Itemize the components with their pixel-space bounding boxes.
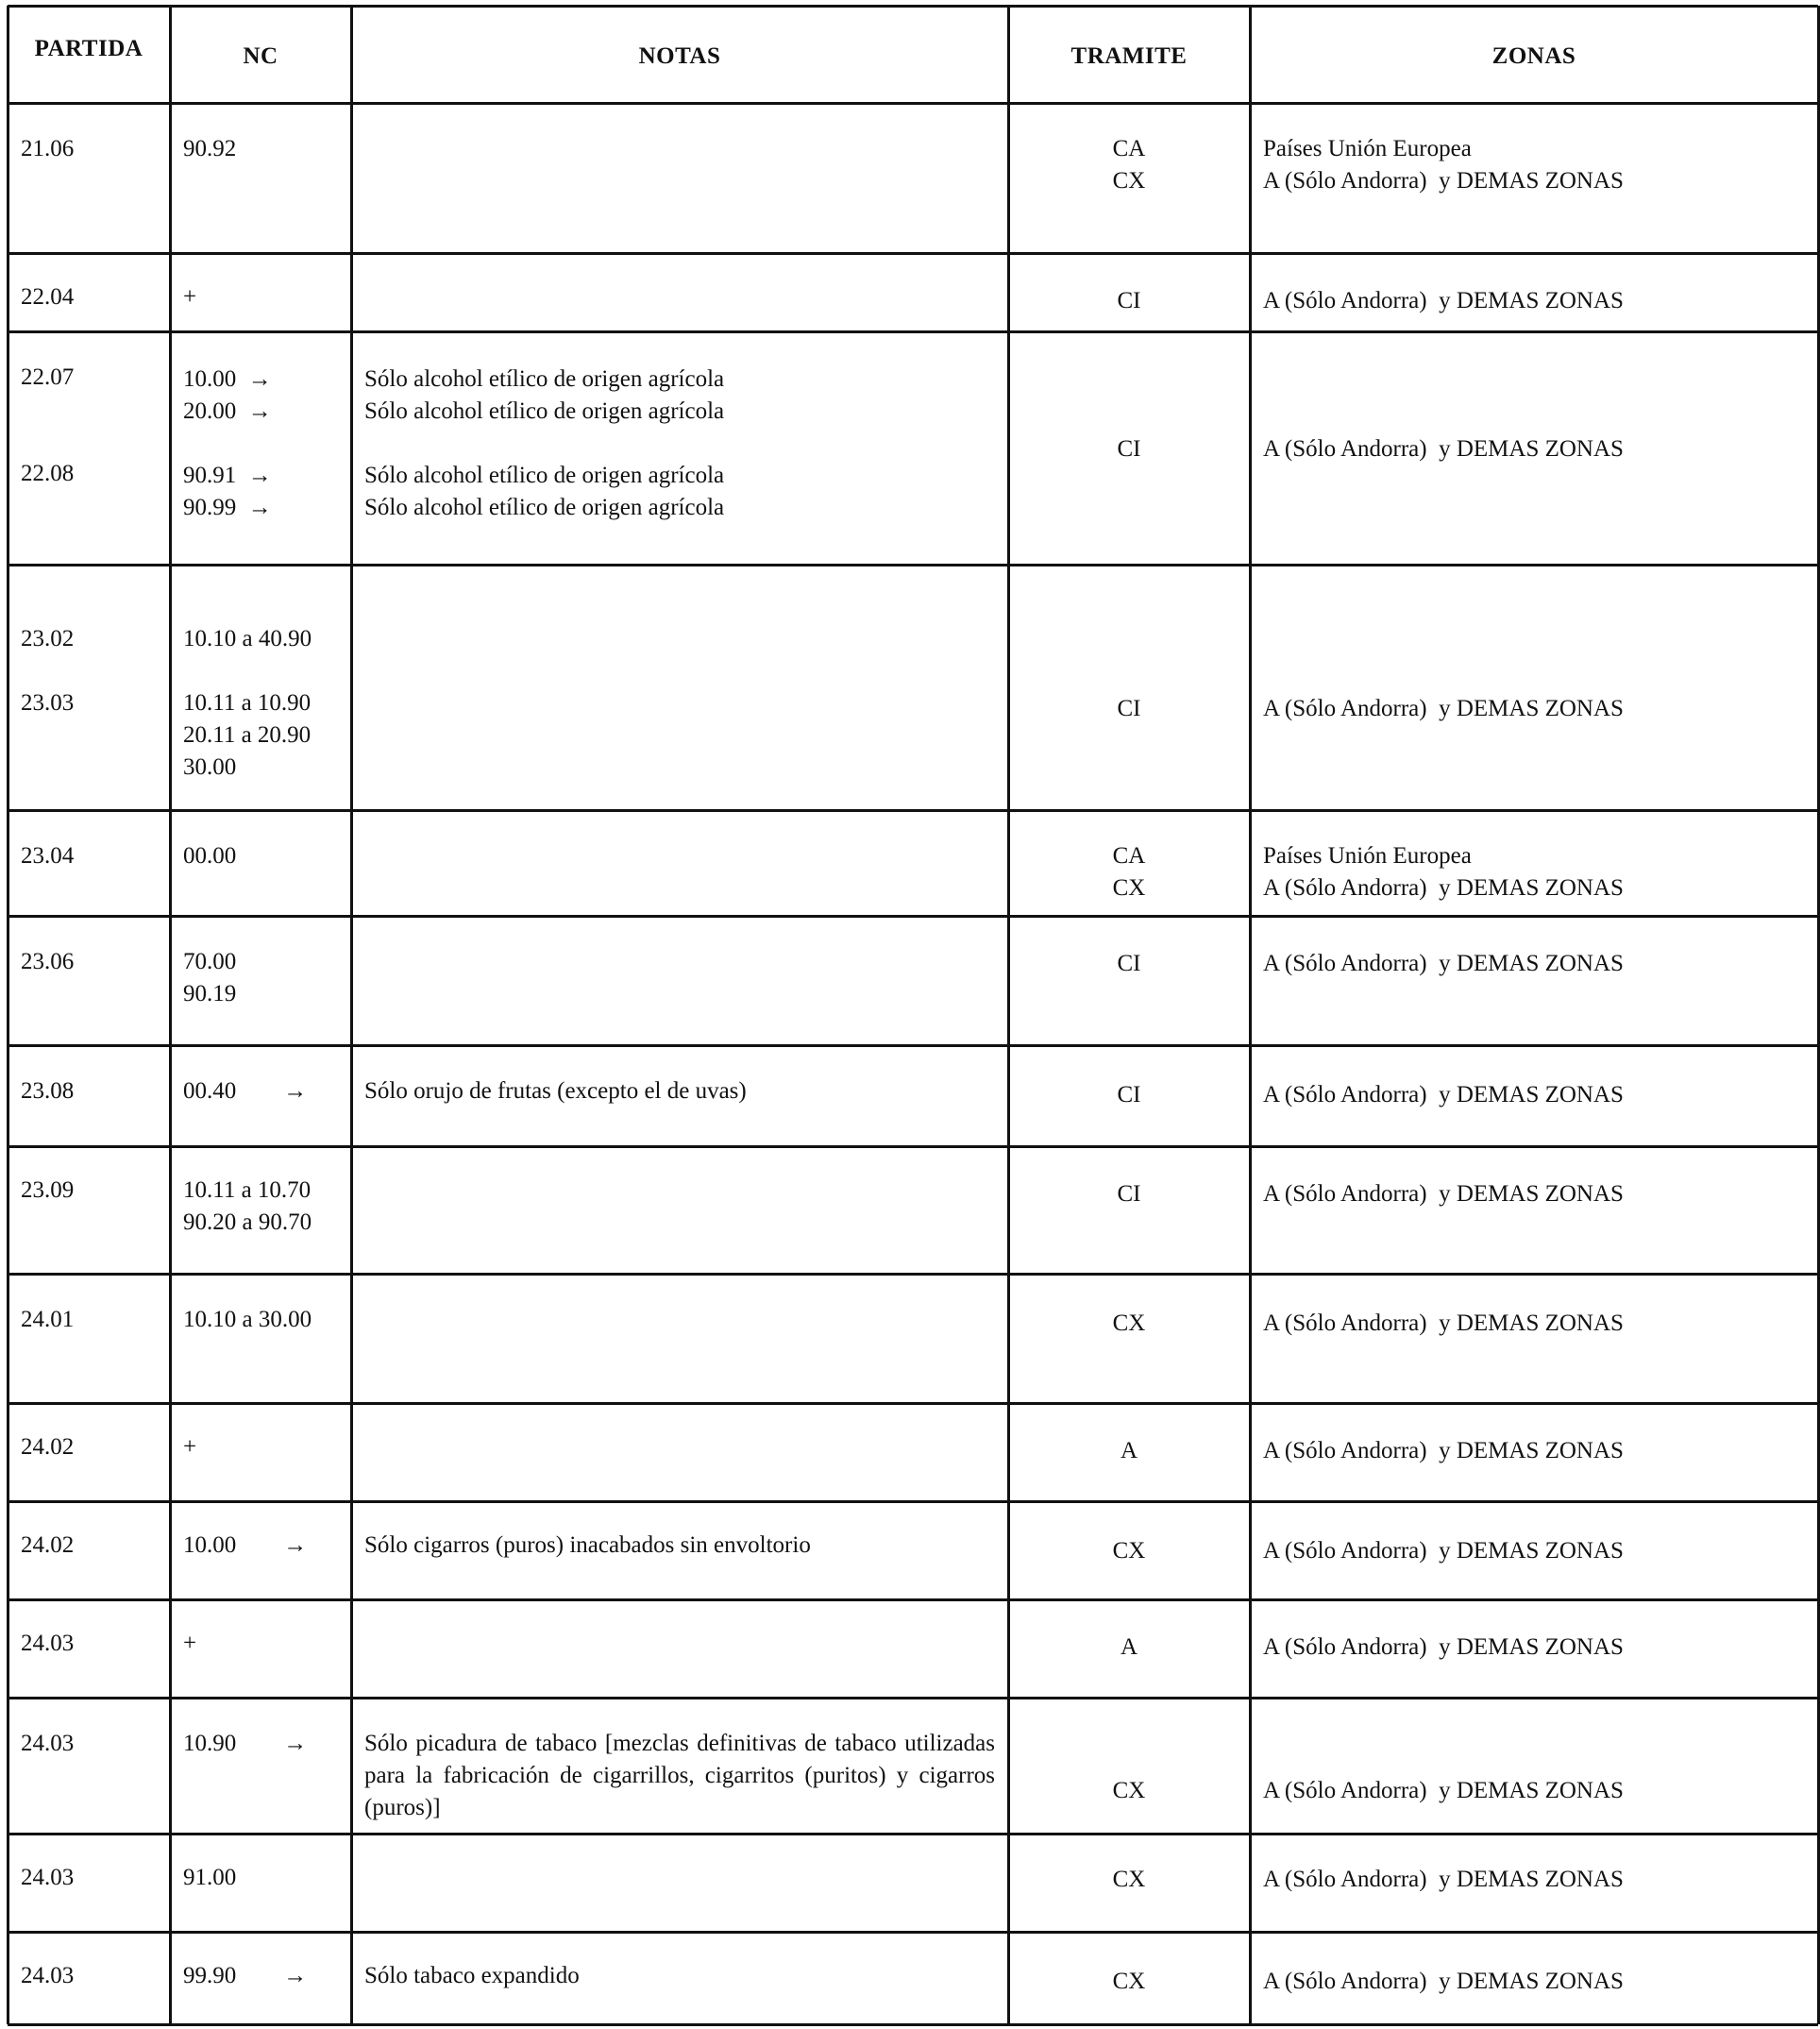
partida-cell — [21, 281, 157, 313]
nota-line: Sólo alcohol etílico de origen agrícola — [364, 463, 725, 488]
partida-code: 24.03 — [21, 1865, 75, 1890]
tramite-cell — [1021, 840, 1237, 905]
partida-code: 22.04 — [21, 284, 75, 310]
partida-code: 22.07 — [21, 364, 75, 390]
partida-code — [21, 655, 157, 687]
partida-code: 24.02 — [21, 1434, 75, 1460]
zonas-cell — [1263, 1966, 1805, 1998]
nc-code: 00.00 — [183, 843, 237, 869]
header-tramite: TRAMITE — [1070, 43, 1188, 69]
nc-cell — [183, 1431, 338, 1463]
header-notas: NOTAS — [638, 43, 721, 69]
partida-code — [21, 394, 157, 426]
partida-cell — [21, 1075, 157, 1107]
partida-cell — [21, 1530, 157, 1562]
table-rule — [8, 1273, 1818, 1276]
nc-cell — [183, 1175, 338, 1239]
zonas-cell — [1263, 1079, 1805, 1111]
zonas-cell — [1263, 840, 1805, 905]
nc-code: 90.92 — [183, 136, 237, 161]
partida-code: 24.03 — [21, 1963, 75, 1988]
nc-code: + — [183, 284, 197, 310]
zona-line: A (Sólo Andorra) y DEMAS ZONAS — [1263, 696, 1624, 721]
partida-code: 23.08 — [21, 1078, 75, 1104]
zonas-cell — [1263, 1178, 1805, 1210]
tramite-code: CI — [1117, 1181, 1141, 1207]
partida-code: 22.08 — [21, 461, 75, 486]
table-rule — [8, 252, 1818, 255]
partida-code: 21.06 — [21, 136, 75, 161]
zona-line: A (Sólo Andorra) y DEMAS ZONAS — [1263, 1181, 1624, 1207]
nc-code: 99.90 → — [183, 1963, 308, 1988]
header-partida: PARTIDA — [34, 36, 143, 61]
tramite-code: CI — [1117, 696, 1141, 721]
tramite-cell — [1021, 693, 1237, 725]
table-rule — [350, 6, 353, 2024]
partida-code: 23.03 — [21, 690, 75, 716]
tramite-cell — [1021, 1079, 1237, 1111]
partida-code: 23.06 — [21, 949, 75, 974]
nc-cell — [183, 364, 338, 524]
table-rule — [8, 1697, 1818, 1699]
nc-code: 10.00 → — [183, 1532, 308, 1558]
nc-cell — [183, 946, 338, 1010]
partida-cell — [21, 362, 157, 490]
partida-code: 24.02 — [21, 1532, 75, 1558]
zona-line: A (Sólo Andorra) y DEMAS ZONAS — [1263, 436, 1624, 462]
zonas-cell — [1263, 948, 1805, 980]
tramite-cell — [1021, 948, 1237, 980]
nota-line: Sólo alcohol etílico de origen agrícola — [364, 495, 725, 520]
partida-cell — [21, 946, 157, 978]
zona-line: A (Sólo Andorra) y DEMAS ZONAS — [1263, 875, 1624, 901]
header-zonas: ZONAS — [1491, 43, 1576, 69]
table-rule — [8, 1145, 1818, 1148]
table-rule — [169, 6, 172, 2024]
zona-line: Países Unión Europea — [1263, 843, 1472, 869]
partida-code: 24.01 — [21, 1307, 75, 1332]
zona-line: A (Sólo Andorra) y DEMAS ZONAS — [1263, 951, 1624, 976]
partida-cell — [21, 1628, 157, 1660]
partida-cell — [21, 840, 157, 872]
zona-line: A (Sólo Andorra) y DEMAS ZONAS — [1263, 1867, 1624, 1892]
zona-line: A (Sólo Andorra) y DEMAS ZONAS — [1263, 1634, 1624, 1660]
nc-code: 91.00 — [183, 1865, 237, 1890]
table-rule — [8, 1598, 1818, 1601]
nc-cell — [183, 133, 338, 165]
zonas-cell — [1263, 1435, 1805, 1467]
table-rule — [1249, 6, 1252, 2024]
tramite-code: CI — [1117, 1082, 1141, 1107]
tramite-code: A — [1120, 1634, 1138, 1660]
nc-code — [183, 428, 338, 460]
partida-cell — [21, 1304, 157, 1336]
nc-code: 20.00 → — [183, 398, 272, 424]
nc-cell — [183, 281, 338, 313]
table-rule — [8, 2023, 1818, 2026]
table-rule — [8, 1500, 1818, 1503]
partida-code: 23.04 — [21, 843, 75, 869]
zonas-cell — [1263, 1308, 1805, 1340]
notas-cell — [364, 1530, 995, 1562]
nc-cell — [183, 623, 338, 784]
tramite-code: CX — [1112, 1538, 1146, 1564]
table-rule — [8, 809, 1818, 812]
header-nc: NC — [243, 43, 278, 69]
zona-line: A (Sólo Andorra) y DEMAS ZONAS — [1263, 168, 1624, 194]
nc-code: 10.11 a 10.70 — [183, 1177, 312, 1203]
tramite-code: CI — [1117, 436, 1141, 462]
partida-cell — [21, 1175, 157, 1207]
nc-code — [183, 655, 338, 687]
partida-cell — [21, 1728, 157, 1760]
nc-code: 90.19 — [183, 981, 237, 1006]
zonas-cell — [1263, 1864, 1805, 1896]
tariff-table — [8, 6, 1820, 2024]
nc-code: + — [183, 1434, 197, 1460]
tramite-code: CX — [1112, 168, 1146, 194]
tramite-code: CA — [1112, 843, 1146, 869]
partida-code: 24.03 — [21, 1631, 75, 1656]
tramite-code: CX — [1112, 1778, 1146, 1803]
zonas-cell — [1263, 133, 1805, 197]
table-rule — [8, 1833, 1818, 1835]
tramite-code: A — [1120, 1438, 1138, 1463]
nc-code: 10.00 → — [183, 366, 272, 392]
partida-code — [21, 426, 157, 458]
nc-code: 10.11 a 10.90 — [183, 690, 312, 716]
partida-cell — [21, 133, 157, 165]
zona-line: A (Sólo Andorra) y DEMAS ZONAS — [1263, 1969, 1624, 1994]
tramite-cell — [1021, 133, 1237, 197]
zona-line: A (Sólo Andorra) y DEMAS ZONAS — [1263, 1538, 1624, 1564]
zona-line: A (Sólo Andorra) y DEMAS ZONAS — [1263, 1438, 1624, 1463]
table-rule — [8, 330, 1818, 333]
zona-line: A (Sólo Andorra) y DEMAS ZONAS — [1263, 1082, 1624, 1107]
nc-code: 00.40 → — [183, 1078, 308, 1104]
nota-line — [364, 428, 995, 460]
tramite-cell — [1021, 285, 1237, 317]
tramite-code: CI — [1117, 288, 1141, 313]
nc-cell — [183, 840, 338, 872]
tramite-cell — [1021, 1966, 1237, 1998]
tramite-code: CX — [1112, 875, 1146, 901]
tramite-code: CI — [1117, 951, 1141, 976]
tramite-cell — [1021, 1864, 1237, 1896]
nc-code: 10.90 → — [183, 1731, 308, 1756]
table-rule — [8, 102, 1818, 105]
tramite-cell — [1021, 1178, 1237, 1210]
nc-code: 90.99 → — [183, 495, 272, 520]
nc-code: 70.00 — [183, 949, 237, 974]
nc-cell — [183, 1728, 338, 1760]
nc-code: 30.00 — [183, 754, 237, 780]
nota-line: Sólo cigarros (puros) inacabados sin envoltorio — [364, 1532, 811, 1558]
nota-line: Sólo orujo de frutas (excepto el de uvas) — [364, 1078, 747, 1104]
partida-cell — [21, 1960, 157, 1992]
table-rule — [8, 915, 1818, 918]
nota-line: Sólo alcohol etílico de origen agrícola — [364, 366, 725, 392]
nc-cell — [183, 1530, 338, 1562]
zonas-cell — [1263, 1775, 1805, 1807]
notas-cell — [364, 364, 995, 524]
tramite-cell — [1021, 1308, 1237, 1340]
nc-code: 20.11 a 20.90 — [183, 722, 312, 748]
nc-code: 90.91 → — [183, 463, 272, 488]
nc-cell — [183, 1075, 338, 1107]
nc-cell — [183, 1628, 338, 1660]
notas-cell — [364, 1960, 995, 1992]
zonas-cell — [1263, 1535, 1805, 1567]
tramite-code: CX — [1112, 1867, 1146, 1892]
table-rule — [8, 1931, 1818, 1934]
nc-code: 10.10 a 40.90 — [183, 626, 312, 651]
zona-line: A (Sólo Andorra) y DEMAS ZONAS — [1263, 1778, 1624, 1803]
tramite-cell — [1021, 1775, 1237, 1807]
table-rule — [1007, 6, 1010, 2024]
table-rule — [8, 1044, 1818, 1047]
zona-line: A (Sólo Andorra) y DEMAS ZONAS — [1263, 1310, 1624, 1336]
notas-cell — [364, 1075, 995, 1107]
nc-cell — [183, 1960, 338, 1992]
partida-cell — [21, 623, 157, 719]
tramite-code: CA — [1112, 136, 1146, 161]
tramite-cell — [1021, 433, 1237, 465]
notas-cell: Sólo picadura de tabaco [mezclas definitivas de tabaco utilizadas para la fabricación de cigarrillos, cigarritos (puritos) y cigarros (puros)] — [364, 1731, 995, 1820]
nc-cell — [183, 1862, 338, 1894]
nc-cell — [183, 1304, 338, 1336]
tramite-code: CX — [1112, 1310, 1146, 1336]
tramite-cell — [1021, 1535, 1237, 1567]
zonas-cell — [1263, 693, 1805, 725]
partida-code: 23.02 — [21, 626, 75, 651]
nc-code: 10.10 a 30.00 — [183, 1307, 312, 1332]
partida-cell — [21, 1431, 157, 1463]
table-rule — [8, 564, 1818, 566]
nota-line: Sólo tabaco expandido — [364, 1963, 580, 1988]
zonas-cell — [1263, 285, 1805, 317]
table-rule — [1817, 6, 1820, 2024]
zona-line: A (Sólo Andorra) y DEMAS ZONAS — [1263, 288, 1624, 313]
table-rule — [8, 1402, 1818, 1405]
partida-code: 24.03 — [21, 1731, 75, 1756]
partida-code: 23.09 — [21, 1177, 75, 1203]
table-rule — [8, 5, 1818, 8]
zona-line: Países Unión Europea — [1263, 136, 1472, 161]
tramite-cell — [1021, 1632, 1237, 1664]
zonas-cell — [1263, 433, 1805, 465]
tramite-code: CX — [1112, 1969, 1146, 1994]
partida-cell — [21, 1862, 157, 1894]
zonas-cell — [1263, 1632, 1805, 1664]
nota-line: Sólo alcohol etílico de origen agrícola — [364, 398, 725, 424]
table-rule — [7, 6, 9, 2024]
nc-code: + — [183, 1631, 197, 1656]
tramite-cell — [1021, 1435, 1237, 1467]
nc-code: 90.20 a 90.70 — [183, 1209, 312, 1235]
